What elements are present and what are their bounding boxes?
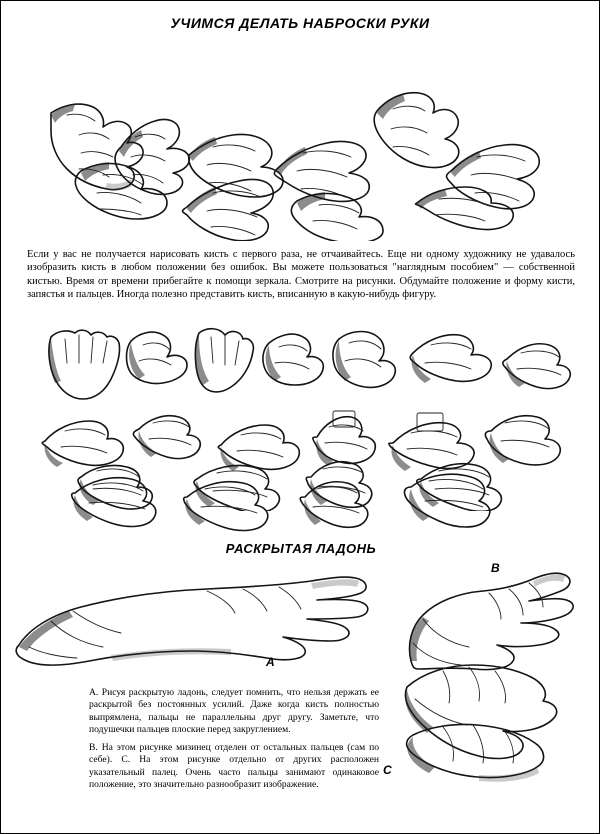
hand-sketch-31 bbox=[404, 474, 489, 527]
hand-sketch-15 bbox=[333, 332, 395, 388]
section-title-wrap bbox=[1, 541, 600, 556]
page-title: УЧИМСЯ ДЕЛАТЬ НАБРОСКИ РУКИ bbox=[170, 15, 430, 31]
sketch-row-hands-lower bbox=[61, 463, 561, 543]
hand-sketch-23 bbox=[485, 416, 560, 465]
hand-sketch-13 bbox=[195, 329, 253, 392]
notes-block bbox=[89, 687, 379, 797]
hand-sketches-top-svg bbox=[21, 51, 581, 241]
open-palm-illustration-c bbox=[383, 649, 593, 794]
hand-sketch-16 bbox=[410, 335, 491, 383]
hand-sketch-14 bbox=[263, 334, 323, 385]
hand-sketch-21 bbox=[313, 411, 375, 465]
note-a: А. Рисуя раскрытую ладонь, следует помнить, что нельзя держать ее раскрытой без постоянных усилий. Даже когда кисть полностью выпрямлена, пальцы не параллельны друг другу. Заметьте, что подушечки пальцев плоские перед закруглением. bbox=[89, 687, 379, 736]
hand-sketch-19 bbox=[133, 416, 200, 459]
intro-paragraph: Если у вас не получается нарисовать кисть с первого раза, не отчаивайтесь. Еще ни одному художнику не удавалось изобразить кисть в любом положении без ошибок. Вы можете пользоваться "наглядным пособием" — собственной кистью. Время от времени прибегайте к помощи зеркала. Смотрите на рисунки. Обдумайте положение и форму кисти, запястья и пальцев. Иногда полезно представить кисть, вписанную в какую-нибудь фигуру. bbox=[27, 249, 575, 301]
intro-paragraph-block bbox=[27, 248, 575, 302]
hand-sketch-28 bbox=[72, 478, 156, 527]
section-title: РАСКРЫТАЯ ЛАДОНЬ bbox=[225, 541, 377, 556]
hand-sketch-11 bbox=[49, 330, 120, 399]
label-c: С bbox=[383, 763, 392, 777]
label-b: В bbox=[491, 561, 500, 575]
hand-sketch-9 bbox=[291, 192, 383, 241]
hand-sketch-5 bbox=[374, 93, 459, 168]
hand-sketches-lower-svg bbox=[61, 463, 561, 543]
hand-sketch-12 bbox=[127, 332, 188, 383]
hand-sketch-30 bbox=[300, 482, 368, 528]
sketch-row-hands-top bbox=[21, 51, 581, 241]
hand-sketch-18 bbox=[42, 421, 123, 467]
hand-sketch-6 bbox=[447, 145, 540, 209]
hand-sketch-29 bbox=[184, 482, 268, 531]
open-palm-c-svg bbox=[383, 649, 593, 794]
hand-sketch-8 bbox=[183, 179, 274, 240]
open-palm-a-svg bbox=[11, 559, 391, 689]
note-b: В. На этом рисунке мизинец отделен от остальных пальцев (сам по себе). С. На этом рисунке отдельно от других расположен указательный палец. Очень часто пальцы занимают одинаковое положение, это значительно разнообразит изображение. bbox=[89, 741, 379, 791]
hand-sketch-3 bbox=[189, 134, 283, 197]
hand-sketch-7 bbox=[75, 162, 167, 219]
hand-sketch-17 bbox=[503, 344, 570, 389]
label-a: А bbox=[266, 655, 275, 669]
open-palm-illustration-a bbox=[11, 559, 391, 689]
